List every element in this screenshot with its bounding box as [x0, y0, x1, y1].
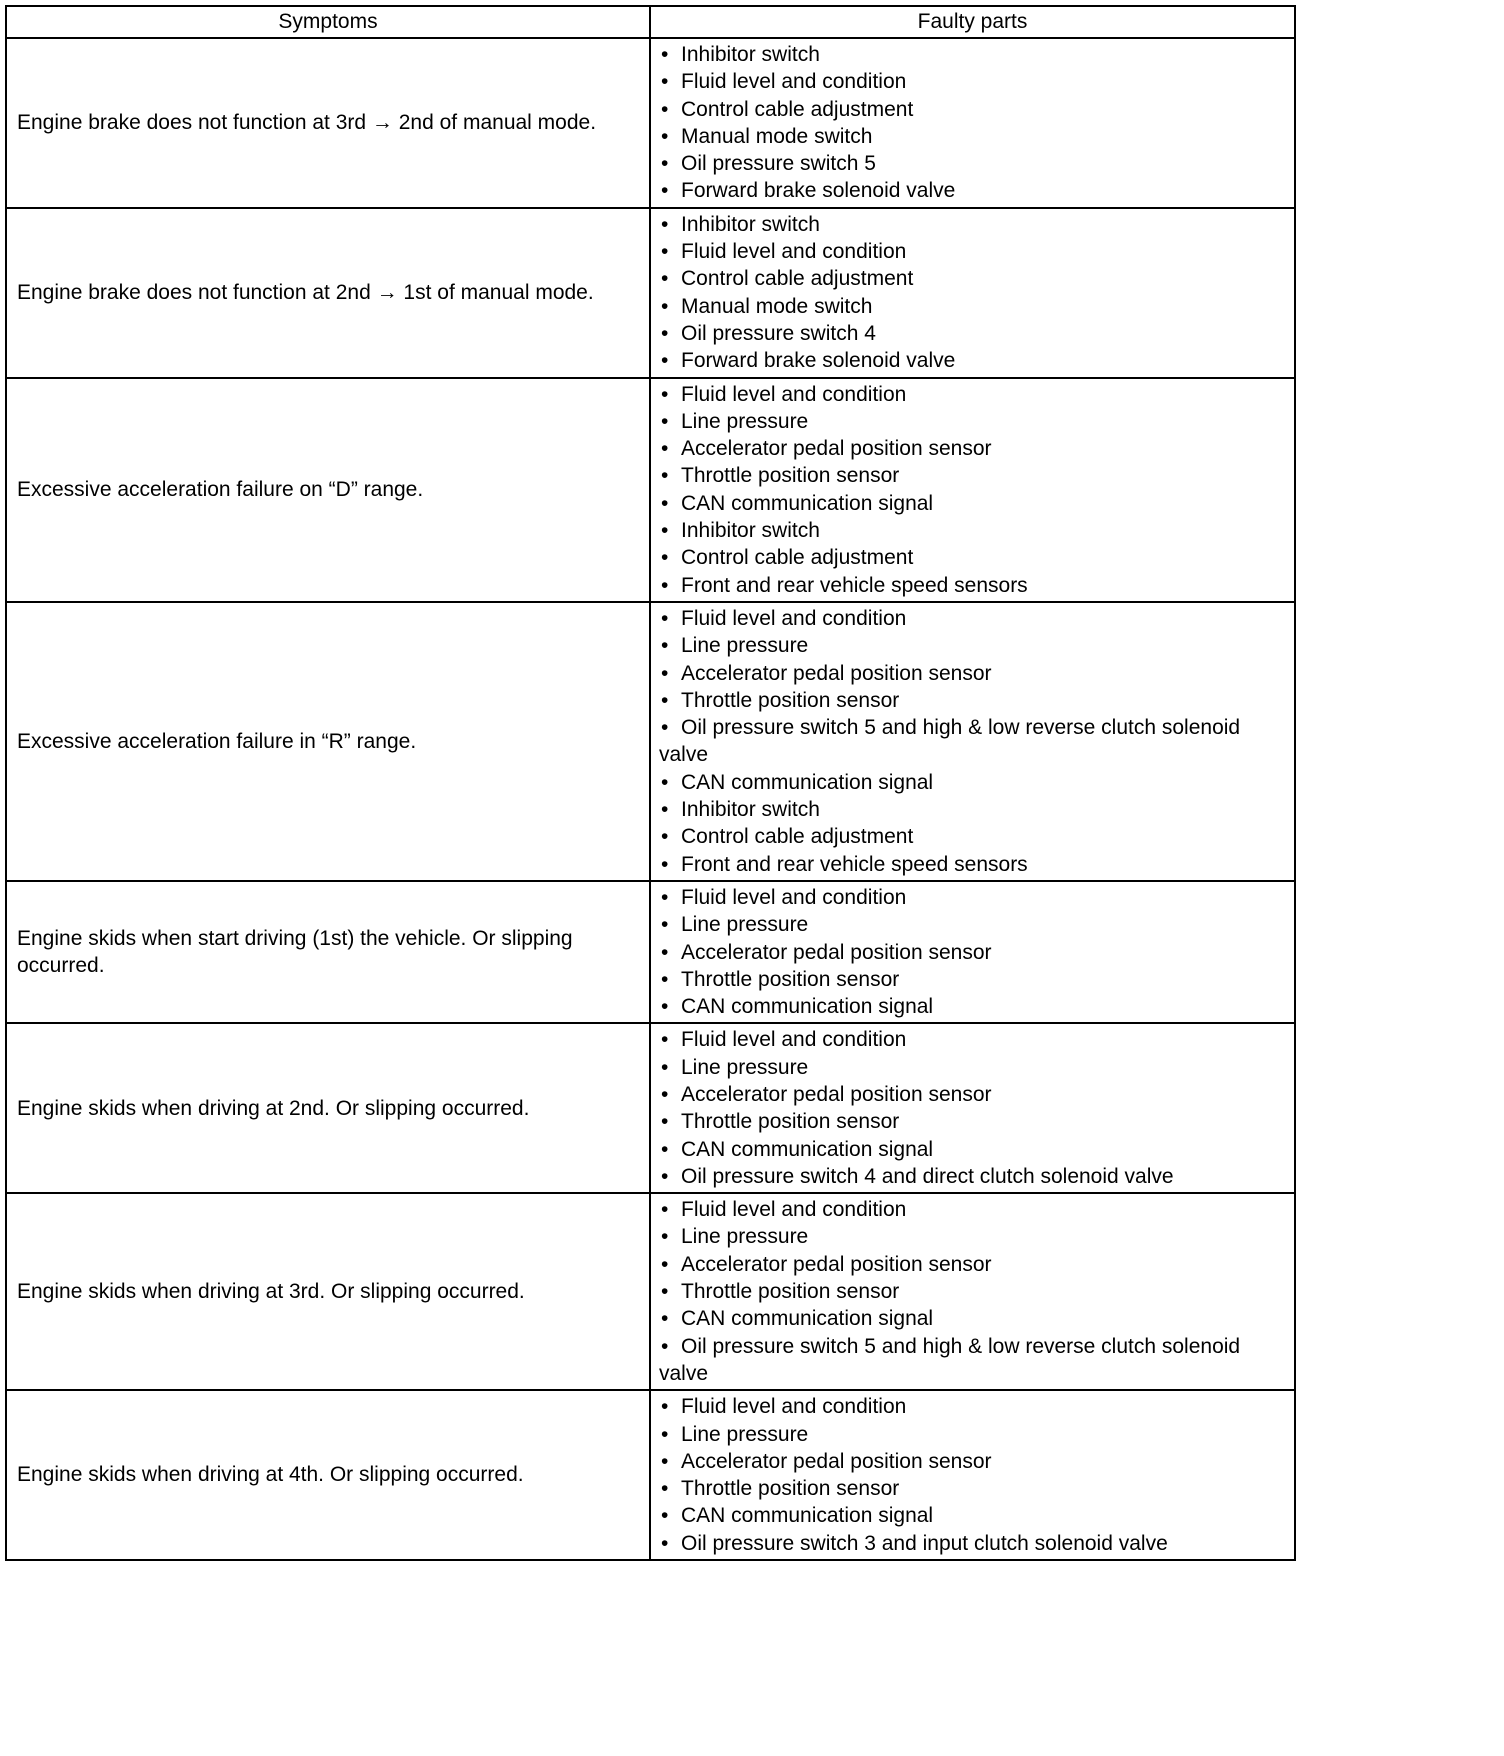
faulty-parts-cell [650, 602, 1295, 881]
table-row [6, 378, 1295, 602]
list-item [659, 1196, 1286, 1223]
symptom-cell: Excessive acceleration failure on “D” range. [6, 378, 650, 602]
bullet-icon: • [661, 798, 669, 822]
list-item [659, 1136, 1286, 1163]
faulty-parts-list [659, 605, 1286, 878]
list-item [659, 1393, 1286, 1420]
faulty-part-label: Oil pressure switch 4 and direct clutch solenoid valve [681, 1164, 1174, 1188]
faulty-part-label: Oil pressure switch 5 [681, 152, 876, 176]
bullet-icon: • [661, 716, 669, 740]
faulty-part-label: Line pressure [681, 409, 809, 433]
bullet-icon: • [661, 409, 669, 433]
list-item [659, 1333, 1286, 1388]
faulty-part-label: Throttle position sensor [681, 1110, 900, 1134]
bullet-icon: • [661, 661, 669, 685]
table-row [6, 208, 1295, 378]
list-item [659, 1108, 1286, 1135]
symptom-cell: Engine brake does not function at 3rd → 2nd of manual mode. [6, 38, 650, 208]
list-item [659, 796, 1286, 823]
list-item [659, 408, 1286, 435]
list-item [659, 911, 1286, 938]
bullet-icon: • [661, 97, 669, 121]
faulty-part-label: Manual mode switch [681, 124, 873, 148]
faulty-parts-list [659, 1026, 1286, 1190]
list-item [659, 1081, 1286, 1108]
bullet-icon: • [661, 267, 669, 291]
faulty-parts-list [659, 41, 1286, 205]
bullet-icon: • [661, 464, 669, 488]
bullet-icon: • [661, 294, 669, 318]
bullet-icon: • [661, 70, 669, 94]
faulty-part-label: Oil pressure switch 5 and high & low reverse clutch solenoid valve [659, 1334, 1241, 1385]
faulty-parts-cell [650, 1390, 1295, 1560]
list-item [659, 1054, 1286, 1081]
table-header-row [6, 6, 1295, 38]
bullet-icon: • [661, 1028, 669, 1052]
list-item [659, 238, 1286, 265]
list-item [659, 435, 1286, 462]
bullet-icon: • [661, 212, 669, 236]
faulty-part-label: Oil pressure switch 5 and high & low reverse clutch solenoid valve [659, 716, 1241, 767]
list-item [659, 1448, 1286, 1475]
faulty-parts-list [659, 1196, 1286, 1387]
list-item [659, 68, 1286, 95]
faulty-part-label: Control cable adjustment [681, 825, 914, 849]
bullet-icon: • [661, 491, 669, 515]
list-item [659, 632, 1286, 659]
faulty-part-label: Throttle position sensor [681, 1280, 900, 1304]
list-item [659, 823, 1286, 850]
list-item [659, 123, 1286, 150]
bullet-icon: • [661, 573, 669, 597]
list-item [659, 1502, 1286, 1529]
bullet-icon: • [661, 885, 669, 909]
faulty-part-label: Throttle position sensor [681, 688, 900, 712]
list-item [659, 347, 1286, 374]
list-item [659, 993, 1286, 1020]
faulty-part-label: Front and rear vehicle speed sensors [681, 573, 1028, 597]
faulty-part-label: Accelerator pedal position sensor [681, 1252, 992, 1276]
bullet-icon: • [661, 1198, 669, 1222]
faulty-parts-cell [650, 1193, 1295, 1390]
bullet-icon: • [661, 124, 669, 148]
faulty-parts-cell [650, 1023, 1295, 1193]
bullet-icon: • [661, 1395, 669, 1419]
table-row [6, 881, 1295, 1023]
faulty-part-label: Fluid level and condition [681, 1395, 907, 1419]
list-item [659, 605, 1286, 632]
bullet-icon: • [661, 770, 669, 794]
faulty-part-label: Front and rear vehicle speed sensors [681, 852, 1028, 876]
bullet-icon: • [661, 852, 669, 876]
bullet-icon: • [661, 1225, 669, 1249]
faulty-part-label: Line pressure [681, 634, 809, 658]
bullet-icon: • [661, 1110, 669, 1134]
faulty-part-label: CAN communication signal [681, 770, 934, 794]
bullet-icon: • [661, 1137, 669, 1161]
faulty-parts-list [659, 884, 1286, 1020]
faulty-part-label: Oil pressure switch 4 [681, 321, 876, 345]
faulty-parts-cell [650, 881, 1295, 1023]
faulty-part-label: CAN communication signal [681, 491, 934, 515]
table-row [6, 38, 1295, 208]
list-item [659, 293, 1286, 320]
list-item [659, 265, 1286, 292]
list-item [659, 884, 1286, 911]
list-item [659, 687, 1286, 714]
bullet-icon: • [661, 995, 669, 1019]
symptom-cell: Engine skids when start driving (1st) the vehicle. Or slipping occurred. [6, 881, 650, 1023]
faulty-part-label: Inhibitor switch [681, 43, 820, 66]
bullet-icon: • [661, 382, 669, 406]
bullet-icon: • [661, 606, 669, 630]
bullet-icon: • [661, 825, 669, 849]
bullet-icon: • [661, 1252, 669, 1276]
table-row [6, 1390, 1295, 1560]
list-item [659, 1163, 1286, 1190]
faulty-part-label: Fluid level and condition [681, 606, 907, 630]
faulty-part-label: Fluid level and condition [681, 1198, 907, 1222]
list-item [659, 211, 1286, 238]
bullet-icon: • [661, 1055, 669, 1079]
table-row [6, 602, 1295, 881]
faulty-part-label: Inhibitor switch [681, 519, 820, 543]
faulty-parts-cell [650, 208, 1295, 378]
faulty-part-label: Line pressure [681, 1422, 809, 1446]
list-item [659, 939, 1286, 966]
faulty-part-label: Accelerator pedal position sensor [681, 437, 992, 461]
faulty-parts-list [659, 211, 1286, 375]
list-item [659, 660, 1286, 687]
bullet-icon: • [661, 1280, 669, 1304]
list-item [659, 1530, 1286, 1557]
faulty-part-label: Inhibitor switch [681, 212, 820, 236]
faulty-part-label: Accelerator pedal position sensor [681, 1449, 992, 1473]
list-item [659, 851, 1286, 878]
faulty-part-label: Fluid level and condition [681, 70, 907, 94]
faulty-part-label: Manual mode switch [681, 294, 873, 318]
bullet-icon: • [661, 967, 669, 991]
list-item [659, 544, 1286, 571]
list-item [659, 1278, 1286, 1305]
bullet-icon: • [661, 152, 669, 176]
bullet-icon: • [661, 1334, 669, 1358]
list-item [659, 41, 1286, 68]
list-item [659, 1251, 1286, 1278]
faulty-part-label: CAN communication signal [681, 1307, 934, 1331]
list-item [659, 462, 1286, 489]
bullet-icon: • [661, 321, 669, 345]
faulty-part-label: Forward brake solenoid valve [681, 349, 956, 373]
table-row [6, 1023, 1295, 1193]
faulty-parts-list [659, 381, 1286, 599]
bullet-icon: • [661, 43, 669, 66]
header-faulty-parts: Faulty parts [650, 6, 1295, 38]
faulty-part-label: Throttle position sensor [681, 1477, 900, 1501]
list-item [659, 177, 1286, 204]
faulty-part-label: CAN communication signal [681, 1137, 934, 1161]
bullet-icon: • [661, 1082, 669, 1106]
header-symptoms: Symptoms [6, 6, 650, 38]
faulty-part-label: Forward brake solenoid valve [681, 179, 956, 203]
bullet-icon: • [661, 546, 669, 570]
symptom-cell: Engine brake does not function at 2nd → 1st of manual mode. [6, 208, 650, 378]
faulty-part-label: Fluid level and condition [681, 382, 907, 406]
faulty-parts-cell [650, 38, 1295, 208]
symptom-cell: Engine skids when driving at 3rd. Or slipping occurred. [6, 1193, 650, 1390]
list-item [659, 1421, 1286, 1448]
list-item [659, 572, 1286, 599]
list-item [659, 150, 1286, 177]
faulty-parts-list [659, 1393, 1286, 1557]
faulty-part-label: Throttle position sensor [681, 464, 900, 488]
list-item [659, 966, 1286, 993]
bullet-icon: • [661, 1477, 669, 1501]
list-item [659, 1026, 1286, 1053]
faulty-part-label: Control cable adjustment [681, 97, 914, 121]
bullet-icon: • [661, 940, 669, 964]
faulty-part-label: Throttle position sensor [681, 967, 900, 991]
faulty-part-label: Control cable adjustment [681, 267, 914, 291]
list-item [659, 1223, 1286, 1250]
faulty-part-label: CAN communication signal [681, 995, 934, 1019]
bullet-icon: • [661, 179, 669, 203]
bullet-icon: • [661, 1504, 669, 1528]
list-item [659, 1475, 1286, 1502]
bullet-icon: • [661, 349, 669, 373]
faulty-part-label: Fluid level and condition [681, 885, 907, 909]
symptoms-table [5, 5, 1296, 1561]
faulty-part-label: Accelerator pedal position sensor [681, 940, 992, 964]
faulty-part-label: Inhibitor switch [681, 798, 820, 822]
table-row [6, 1193, 1295, 1390]
document-page [5, 5, 1296, 1561]
list-item [659, 490, 1286, 517]
list-item [659, 714, 1286, 769]
symptom-cell: Engine skids when driving at 4th. Or slipping occurred. [6, 1390, 650, 1560]
list-item [659, 381, 1286, 408]
faulty-part-label: Oil pressure switch 3 and input clutch solenoid valve [681, 1531, 1168, 1555]
bullet-icon: • [661, 437, 669, 461]
faulty-part-label: CAN communication signal [681, 1504, 934, 1528]
list-item [659, 320, 1286, 347]
bullet-icon: • [661, 913, 669, 937]
list-item [659, 517, 1286, 544]
list-item [659, 769, 1286, 796]
faulty-part-label: Line pressure [681, 1055, 809, 1079]
faulty-part-label: Fluid level and condition [681, 1028, 907, 1052]
bullet-icon: • [661, 1422, 669, 1446]
faulty-parts-cell [650, 378, 1295, 602]
list-item [659, 1305, 1286, 1332]
table-body [6, 38, 1295, 1560]
bullet-icon: • [661, 519, 669, 543]
faulty-part-label: Line pressure [681, 913, 809, 937]
bullet-icon: • [661, 1449, 669, 1473]
faulty-part-label: Accelerator pedal position sensor [681, 661, 992, 685]
list-item [659, 96, 1286, 123]
faulty-part-label: Accelerator pedal position sensor [681, 1082, 992, 1106]
bullet-icon: • [661, 1531, 669, 1555]
bullet-icon: • [661, 1164, 669, 1188]
faulty-part-label: Control cable adjustment [681, 546, 914, 570]
faulty-part-label: Line pressure [681, 1225, 809, 1249]
symptom-cell: Excessive acceleration failure in “R” range. [6, 602, 650, 881]
symptom-cell: Engine skids when driving at 2nd. Or slipping occurred. [6, 1023, 650, 1193]
bullet-icon: • [661, 1307, 669, 1331]
bullet-icon: • [661, 240, 669, 264]
bullet-icon: • [661, 634, 669, 658]
faulty-part-label: Fluid level and condition [681, 240, 907, 264]
bullet-icon: • [661, 688, 669, 712]
